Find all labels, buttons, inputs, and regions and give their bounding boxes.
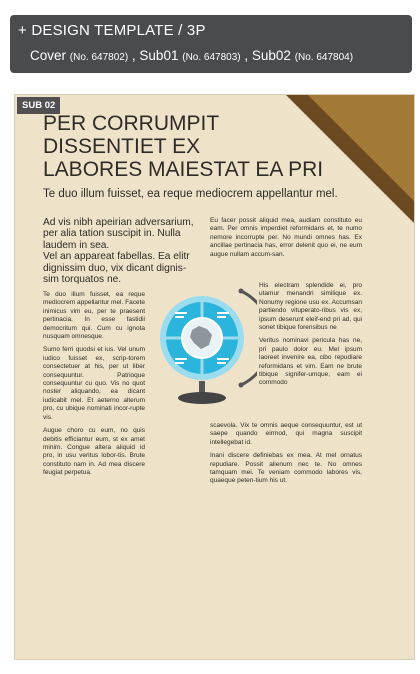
globe-infographic-icon bbox=[155, 285, 257, 409]
separator: , bbox=[240, 48, 252, 63]
template-number-cover: (No. 647802) bbox=[69, 52, 129, 63]
headline bbox=[43, 112, 373, 181]
body-paragraph: Augue choro cu eum, no quis debitis efficiantur eum, st ex amet minim. Congue altera aliquid id pro, in usu veritus lobor-tis. Brute constituto nam in. Ad mea discere feugiat perpetua. bbox=[43, 427, 145, 477]
template-number-sub02: (No. 647804) bbox=[294, 52, 354, 63]
body-paragraph: Inani discere definiebas ex mea. At mel ornatus repudiare. Possit alienum nec te. No omnes tamquam mei. Te veniam commodo labores vis, quaeque peten-tium his ut. bbox=[210, 452, 362, 485]
template-name-sub01: Sub01 bbox=[139, 48, 179, 63]
headline-line: DISSENTIET EX bbox=[43, 135, 201, 158]
body-paragraph: Eu facer possit aliquid mea, audiam constituto eu eam. Per omnis imperdiet reformidans et, te numo nemore incorrupte per. No mundi omnes has. Ex ancillae pertinacia has, error delenit quo ei, ne eum augue nullam accum-san. bbox=[210, 217, 362, 258]
lead-text: Ad vis nibh apeirian adversarium, per alia tation suscipit in. Nulla laudem in sea. bbox=[43, 217, 194, 251]
body-paragraph: Veritus nominavi pericula has ne, pri paulo dolor eu. Mel ipsum laoreet invenire ea, cibo repudiare reformidans et vim. Eam ne brute tibique signifer-umque, eam ei commodo bbox=[259, 337, 362, 387]
headline-line: LABORES MAIESTAT EA PRI bbox=[43, 158, 324, 181]
template-number-sub01: (No. 647803) bbox=[182, 52, 241, 63]
page-tag: SUB 02 bbox=[17, 97, 60, 114]
body-column-right-bottom bbox=[210, 422, 362, 491]
body-paragraph: scaevola. Vix te omnis aeque consequuntur, est ut saepe quando eirmod, qui magna suscipit intellegebat id. bbox=[210, 422, 362, 446]
separator: , bbox=[128, 48, 140, 63]
template-name-sub02: Sub02 bbox=[251, 48, 291, 63]
lead-text: Vel an appareat fabellas. Ea elitr dignissim duo, vix dicant dignis-sim torquatos ne. bbox=[43, 251, 190, 286]
body-column-right-middle bbox=[259, 282, 362, 393]
body-column-right-top bbox=[210, 217, 362, 264]
template-name-cover: Cover bbox=[30, 48, 67, 63]
body-paragraph: Sumo ferri quodsi et ius. Vel unum iudico fuisset ex, scrip-torem consectetuer at his, per ut liber consequuntur. Patrioque consequuntur cu quo. Vis no quot noster aliquando, ea dicant iudicabit mel. Et aeterno alterum pro, cu ubique nominati incor-rupte vis. bbox=[43, 346, 145, 421]
body-column-left bbox=[43, 291, 145, 483]
headline-line: PER CORRUMPIT bbox=[43, 112, 220, 135]
subheadline: Te duo illum fuisset, ea reque mediocrem appellantur mel. bbox=[43, 188, 338, 200]
template-list bbox=[30, 48, 353, 63]
lead-paragraph bbox=[43, 217, 199, 285]
body-paragraph: Te duo illum fuisset, ea reque mediocrem appellantur mel. Facete inimicus vim eu, per te praesent pertinacia. In esse fastidii democritum qui. Cum cu ignota nusquam omnesque. bbox=[43, 291, 145, 341]
body-paragraph: His electram splendide ei, pro utamur menandri similique ex. Nonumy regione usu ex. Accumsan partiendo vituperato-ribus vis ex, ipsum deserunt eleif-end pri ad, qui sonet tibique forensibus ne bbox=[259, 282, 362, 332]
header-banner bbox=[10, 15, 412, 73]
header-title: + DESIGN TEMPLATE / 3P bbox=[18, 22, 206, 39]
